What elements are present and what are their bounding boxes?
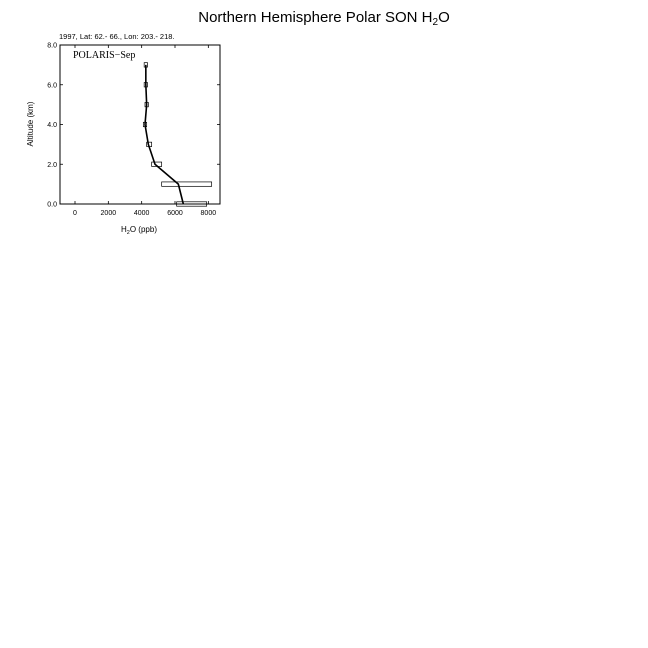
y-tick-label: 2.0 [47, 161, 57, 169]
x-tick-label: 8000 [200, 210, 217, 217]
y-tick-label: 4.0 [47, 122, 57, 129]
data-line-group [145, 65, 183, 204]
figure-title-main: Northern Hemisphere Polar SON H [198, 9, 433, 26]
chart-subtitle: 1997, Lat: 62.- 66., Lon: 203.- 218. [59, 32, 175, 41]
figure-title-subscript: 2 [432, 17, 439, 28]
y-axis-label: Altitude (km) [26, 101, 35, 147]
y-tick-label: 8.0 [47, 42, 57, 50]
x-axis-label-tail: O (ppb) [129, 225, 157, 234]
x-tick-label: 4000 [133, 210, 150, 217]
data-boxes [143, 63, 211, 207]
figure-title-tail: O [438, 9, 450, 26]
plot-frame [60, 45, 220, 204]
x-axis-label [121, 225, 157, 236]
x-tick-label: 6000 [167, 210, 183, 217]
x-tick-label: 2000 [100, 210, 117, 217]
x-tick-label: 0 [73, 210, 77, 217]
x-axis-label-main: H [121, 225, 127, 234]
plot-area [60, 45, 220, 204]
data-box [162, 182, 212, 186]
x-axis-label-subscript: 2 [126, 230, 130, 236]
y-tick-label: 0.0 [47, 201, 57, 209]
axis-ticks [47, 43, 220, 218]
y-tick-label: 6.0 [47, 82, 57, 90]
campaign-label: POLARIS−Sep [73, 50, 136, 61]
mean-profile-line [145, 65, 183, 204]
